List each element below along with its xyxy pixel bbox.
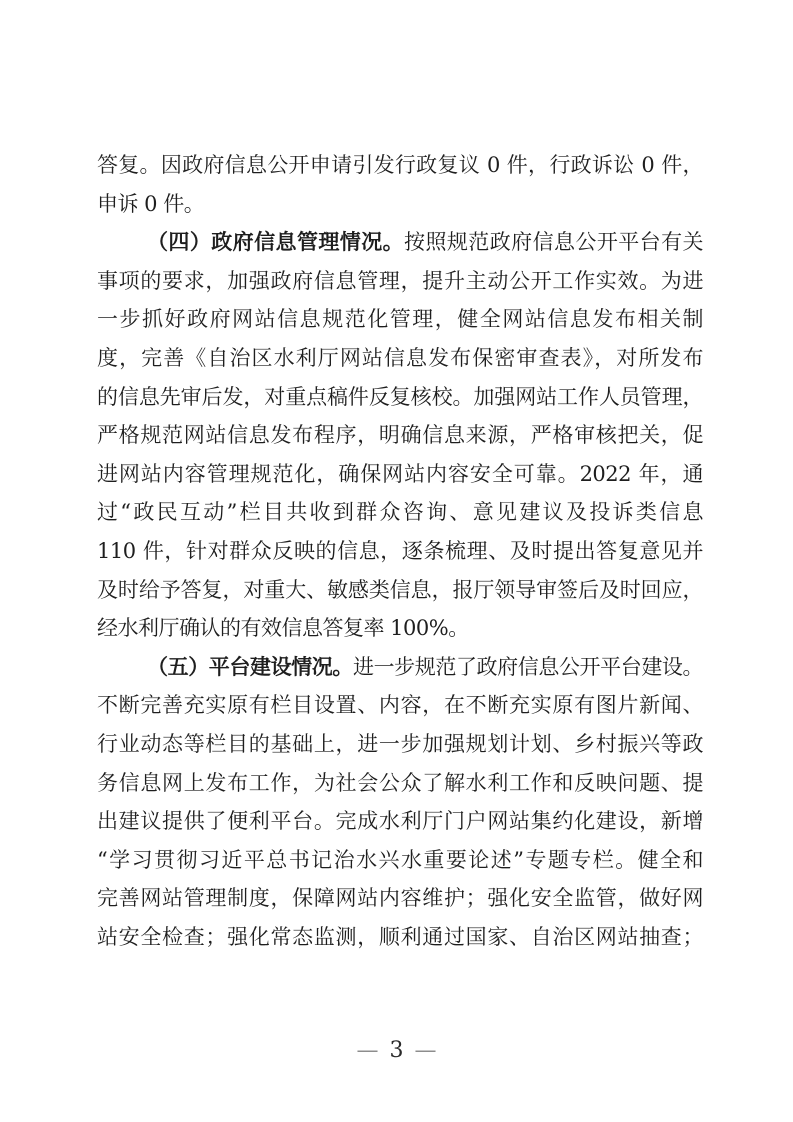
page-number-dash-right: — (414, 1038, 437, 1063)
section-heading-four: （四）政府信息管理情况。 (147, 229, 405, 255)
body-line-text: 110 件，针对群众反映的信息，逐条梳理、及时提出答复意见并 (97, 538, 703, 563)
body-line (97, 146, 703, 185)
body-line (97, 648, 703, 687)
body-line-text: 进一步规范了政府信息公开平台建设。 (352, 654, 703, 679)
body-line-text: 按照规范政府信息公开平台有关 (404, 230, 703, 255)
document-body (97, 146, 703, 956)
page-number: 3 (389, 1038, 404, 1063)
body-line-text: 一步抓好政府网站信息规范化管理，健全网站信息发布相关制 (97, 307, 703, 332)
body-line (97, 532, 703, 571)
page-number-dash-left: — (356, 1038, 379, 1063)
body-line (97, 339, 703, 378)
page-footer (0, 1038, 793, 1063)
body-line (97, 802, 703, 841)
body-line-text: 及时给予答复，对重大、敏感类信息，报厅领导审签后及时回应， (97, 577, 703, 602)
section-heading-five: （五）平台建设情况。 (147, 653, 353, 679)
body-line-text: 出建议提供了便利平台。完成水利厅门户网站集约化建设，新增 (97, 809, 703, 834)
body-line-text: 事项的要求，加强政府信息管理，提升主动公开工作实效。为进 (97, 268, 703, 293)
body-line-text: 进网站内容管理规范化，确保网站内容安全可靠。2022 年，通 (97, 461, 703, 486)
body-line (97, 571, 703, 610)
body-line (97, 416, 703, 455)
body-line (97, 223, 703, 262)
body-line-text: 度，完善《自治区水利厅网站信息发布保密审查表》，对所发布 (97, 345, 703, 370)
body-line (97, 609, 703, 648)
body-line (97, 764, 703, 803)
body-line (97, 686, 703, 725)
body-line (97, 185, 703, 224)
body-line (97, 300, 703, 339)
body-line (97, 918, 703, 957)
body-line (97, 493, 703, 532)
body-line (97, 378, 703, 417)
body-line-text: “学习贯彻习近平总书记治水兴水重要论述”专题专栏。健全和 (97, 847, 703, 872)
body-line (97, 262, 703, 301)
body-line (97, 879, 703, 918)
body-line (97, 455, 703, 494)
body-line-text: 站安全检查；强化常态监测，顺利通过国家、自治区网站抽查； (97, 924, 703, 949)
body-line (97, 841, 703, 880)
body-line-text: 不断完善充实原有栏目设置、内容，在不断充实原有图片新闻、 (97, 693, 703, 718)
body-line-text: 过“政民互动”栏目共收到群众咨询、意见建议及投诉类信息 (97, 500, 703, 525)
body-line-text: 经水利厅确认的有效信息答复率 100%。 (97, 616, 469, 641)
body-line-text: 务信息网上发布工作，为社会公众了解水利工作和反映问题、提 (97, 770, 703, 795)
body-line (97, 725, 703, 764)
body-line-text: 严格规范网站信息发布程序，明确信息来源，严格审核把关，促 (97, 423, 703, 448)
body-line-text: 完善网站管理制度，保障网站内容维护；强化安全监管，做好网 (97, 886, 703, 911)
body-line-text: 行业动态等栏目的基础上，进一步加强规划计划、乡村振兴等政 (97, 731, 703, 756)
body-line-text: 答复。因政府信息公开申请引发行政复议 0 件，行政诉讼 0 件， (97, 153, 703, 177)
body-line-text: 申诉 0 件。 (97, 191, 205, 216)
body-line-text: 的信息先审后发，对重点稿件反复核校。加强网站工作人员管理， (97, 384, 703, 409)
